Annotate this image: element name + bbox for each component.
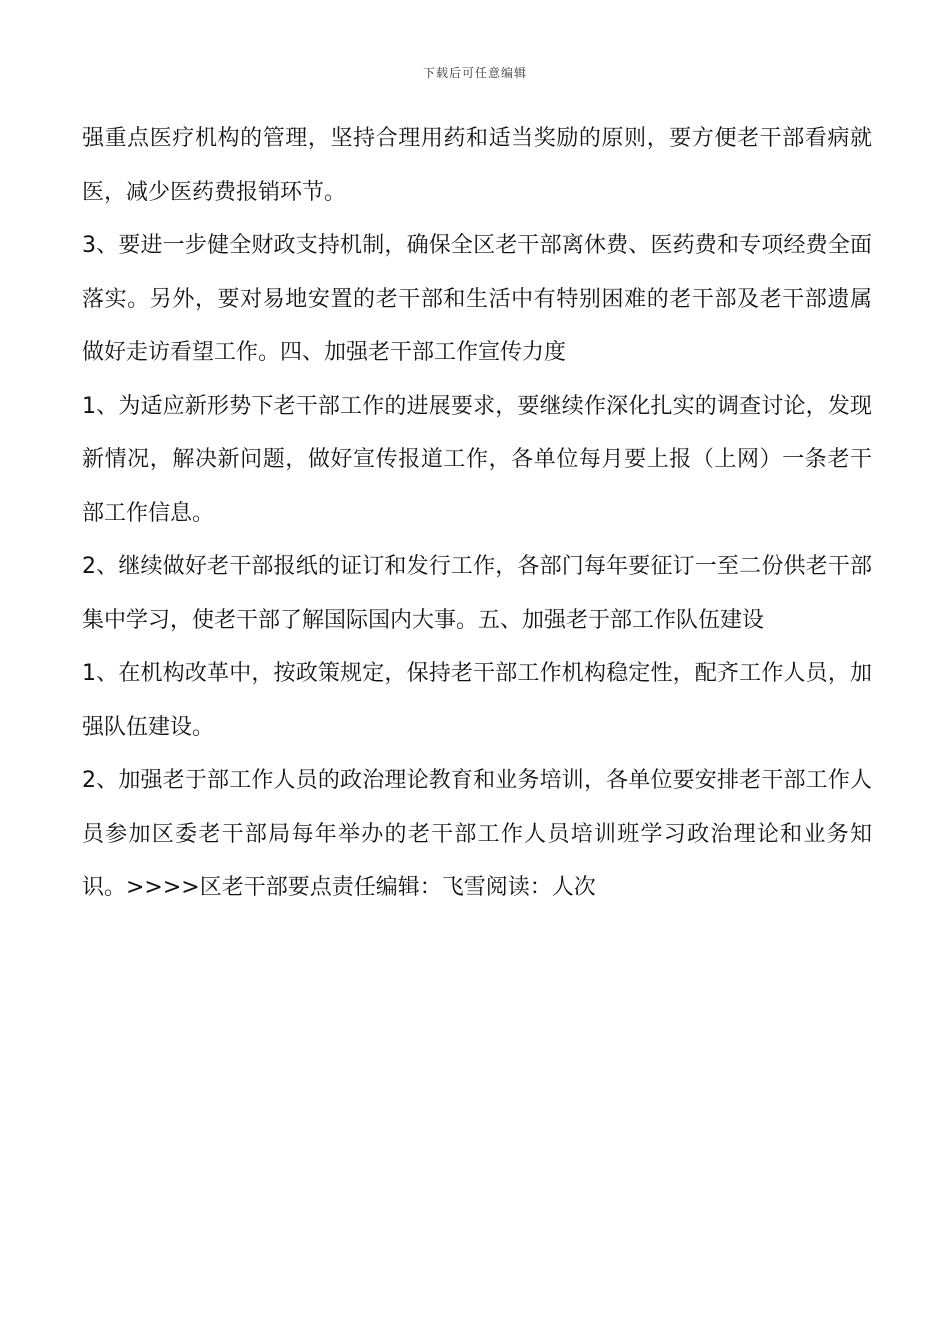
- paragraph-medical-management: 强重点医疗机构的管理，坚持合理用药和适当奖励的原则，要方便老干部看病就医，减少医药费报销环节。: [82, 126, 872, 205]
- paragraph-finance-support: 3、要进一步健全财政支持机制，确保全区老干部离休费、医药费和专项经费全面落实。另外，要对易地安置的老干部和生活中有特别困难的老干部及老干部遗属做好走访看望工作。四、加强老干部工作宣传力度: [82, 233, 872, 365]
- paragraph-publicity-research: 1、为适应新形势下老干部工作的进展要求，要继续作深化扎实的调查讨论，发现新情况，解决新问题，做好宣传报道工作，各单位每月要上报（上网）一条老干部工作信息。: [82, 393, 872, 526]
- paragraph-institution-reform: 1、在机构改革中，按政策规定，保持老干部工作机构稳定性，配齐工作人员，加强队伍建设。: [82, 661, 872, 740]
- page-header-note: 下载后可任意编辑: [422, 66, 527, 80]
- paragraph-newspaper-subscription: 2、继续做好老干部报纸的证订和发行工作，各部门每年要征订一至二份供老干部集中学习，使老干部了解国际国内大事。五、加强老于部工作队伍建设: [82, 554, 872, 633]
- document-body: [82, 112, 872, 915]
- paragraph-staff-training: 2、加强老于部工作人员的政治理论教育和业务培训，各单位要安排老干部工作人员参加区委老干部局每年举办的老干部工作人员培训班学习政治理论和业务知识。>>>>区老干部要点责任编辑：飞雪阅读：人次: [82, 768, 872, 900]
